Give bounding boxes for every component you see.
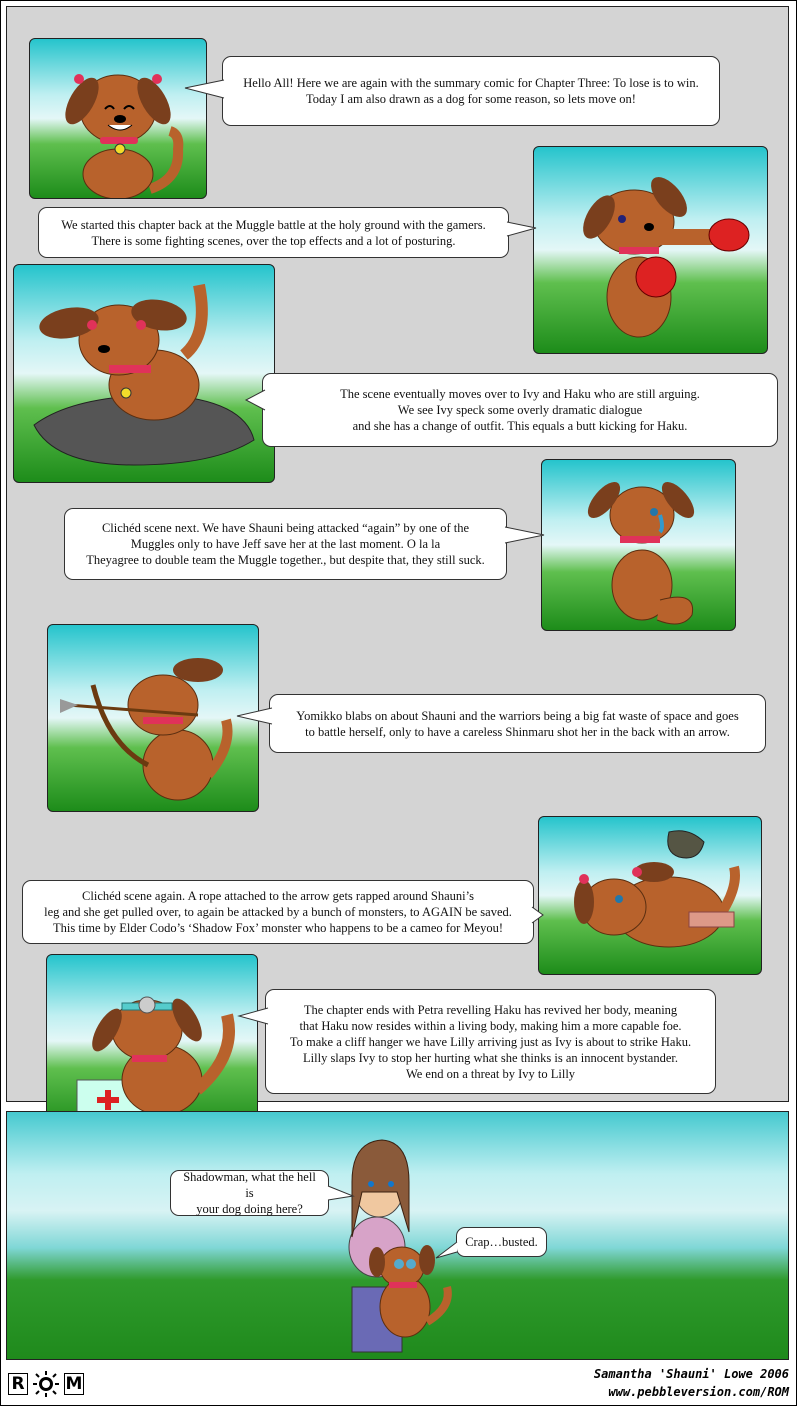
bubble-tail	[506, 220, 538, 240]
scene-dog-on-rock	[13, 264, 275, 483]
bubble-line: The chapter ends with Petra revelling Haku has revived her body, meaning	[303, 1002, 678, 1017]
dog-boxing-illustration	[534, 147, 767, 353]
bubble-tail	[244, 388, 266, 412]
bubble-tail	[183, 78, 225, 102]
speech-bubble-6	[22, 880, 534, 944]
bubble-line: We see Ivy speck some overly dramatic dialogue	[397, 403, 643, 417]
speech-bubble-2	[38, 207, 509, 258]
dog-crying-illustration	[542, 460, 735, 630]
bubble-tail	[327, 1184, 355, 1204]
bubble-line: and she has a change of outfit. This equals a butt kicking for Haku.	[352, 419, 688, 433]
bubble-line: Yomikko blabs on about Shauni and the warriors being a big fat waste of space and goes	[296, 708, 739, 723]
bubble-line: There is some fighting scenes, over the top effects and a lot of posturing.	[91, 233, 456, 248]
logo-letter: R	[8, 1373, 28, 1395]
dog-tied-illustration	[539, 817, 761, 974]
scene-dog-sitting	[29, 38, 207, 199]
bubble-line: To make a cliff hanger we have Lilly arriving just as Ivy is about to strike Haku.	[289, 1034, 692, 1049]
dog-nurse-illustration	[47, 955, 257, 1127]
bubble-tail	[434, 1240, 458, 1262]
bubble-line: Hello All! Here we are again with the summary comic for Chapter Three: To lose is to win.	[243, 76, 699, 90]
bubble-line: Today I am also drawn as a dog for some reason, so lets move on!	[306, 92, 636, 106]
speech-bubble-1	[222, 56, 720, 126]
bubble-line: to battle herself, only to have a careless Shinmaru shot her in the back with an arrow.	[305, 724, 730, 739]
bubble-tail	[531, 905, 545, 925]
bubble-line: Clichéd scene next. We have Shauni being attacked “again” by one of the	[101, 521, 469, 535]
author-credit: Samantha 'Shauni' Lowe 2006	[593, 1367, 789, 1381]
bubble-line: The scene eventually moves over to Ivy and Haku who are still arguing.	[340, 387, 700, 401]
speech-bubble-3	[262, 373, 778, 447]
logo-letter: M	[65, 1374, 83, 1394]
scene-dog-crying	[541, 459, 736, 631]
sun-logo-icon	[30, 1371, 62, 1397]
bubble-line: Clichéd scene again. A rope attached to the arrow gets rapped around Shauni’s	[82, 889, 474, 903]
bubble-tail	[504, 525, 546, 547]
scene-dog-archer	[47, 624, 259, 812]
speech-bubble-5	[269, 694, 766, 753]
bubble-tail	[235, 706, 273, 728]
dog-speech-bubble	[456, 1227, 547, 1257]
scene-dog-nurse	[46, 954, 258, 1128]
speech-bubble-7	[265, 989, 716, 1094]
dog-sitting-illustration	[30, 39, 206, 198]
site-url: www.pebbleversion.com/ROM	[608, 1385, 789, 1399]
dog-archer-illustration	[48, 625, 258, 811]
bubble-line: This time by Elder Codo’s ‘Shadow Fox’ monster who happens to be a cameo for Meyou!	[52, 921, 504, 935]
final-panel	[6, 1111, 789, 1360]
bubble-line: your dog doing here?	[196, 1202, 303, 1216]
scene-dog-tied	[538, 816, 762, 975]
scene-dog-boxing	[533, 146, 768, 354]
bubble-line: Lilly slaps Ivy to stop her hurting what she thinks is an innocent bystander.	[303, 1050, 678, 1065]
dog-on-rock-illustration	[14, 265, 274, 482]
bubble-line: Crap…busted.	[465, 1235, 538, 1249]
bubble-line: Muggles only to have Jeff save her at the last moment. O la la	[130, 537, 441, 551]
rom-logo	[8, 1371, 88, 1397]
bubble-line: that Haku now resides within a living body, making him a more capable foe.	[299, 1018, 682, 1033]
speech-bubble-4	[64, 508, 507, 580]
bubble-line: We started this chapter back at the Muggle battle at the holy ground with the gamers.	[61, 217, 486, 232]
bubble-line: We end on a threat by Ivy to Lilly	[405, 1066, 576, 1081]
bubble-line: Shadowman, what the hell is	[183, 1170, 316, 1200]
girl-and-dog-illustration	[7, 1112, 789, 1360]
girl-speech-bubble	[170, 1170, 329, 1216]
bubble-tail	[237, 1006, 269, 1028]
bubble-line: leg and she get pulled over, to again be attacked by a bunch of monsters, to AGAIN be saved.	[44, 905, 512, 919]
bubble-line: Theyagree to double team the Muggle together., but despite that, they still suck.	[86, 553, 485, 567]
